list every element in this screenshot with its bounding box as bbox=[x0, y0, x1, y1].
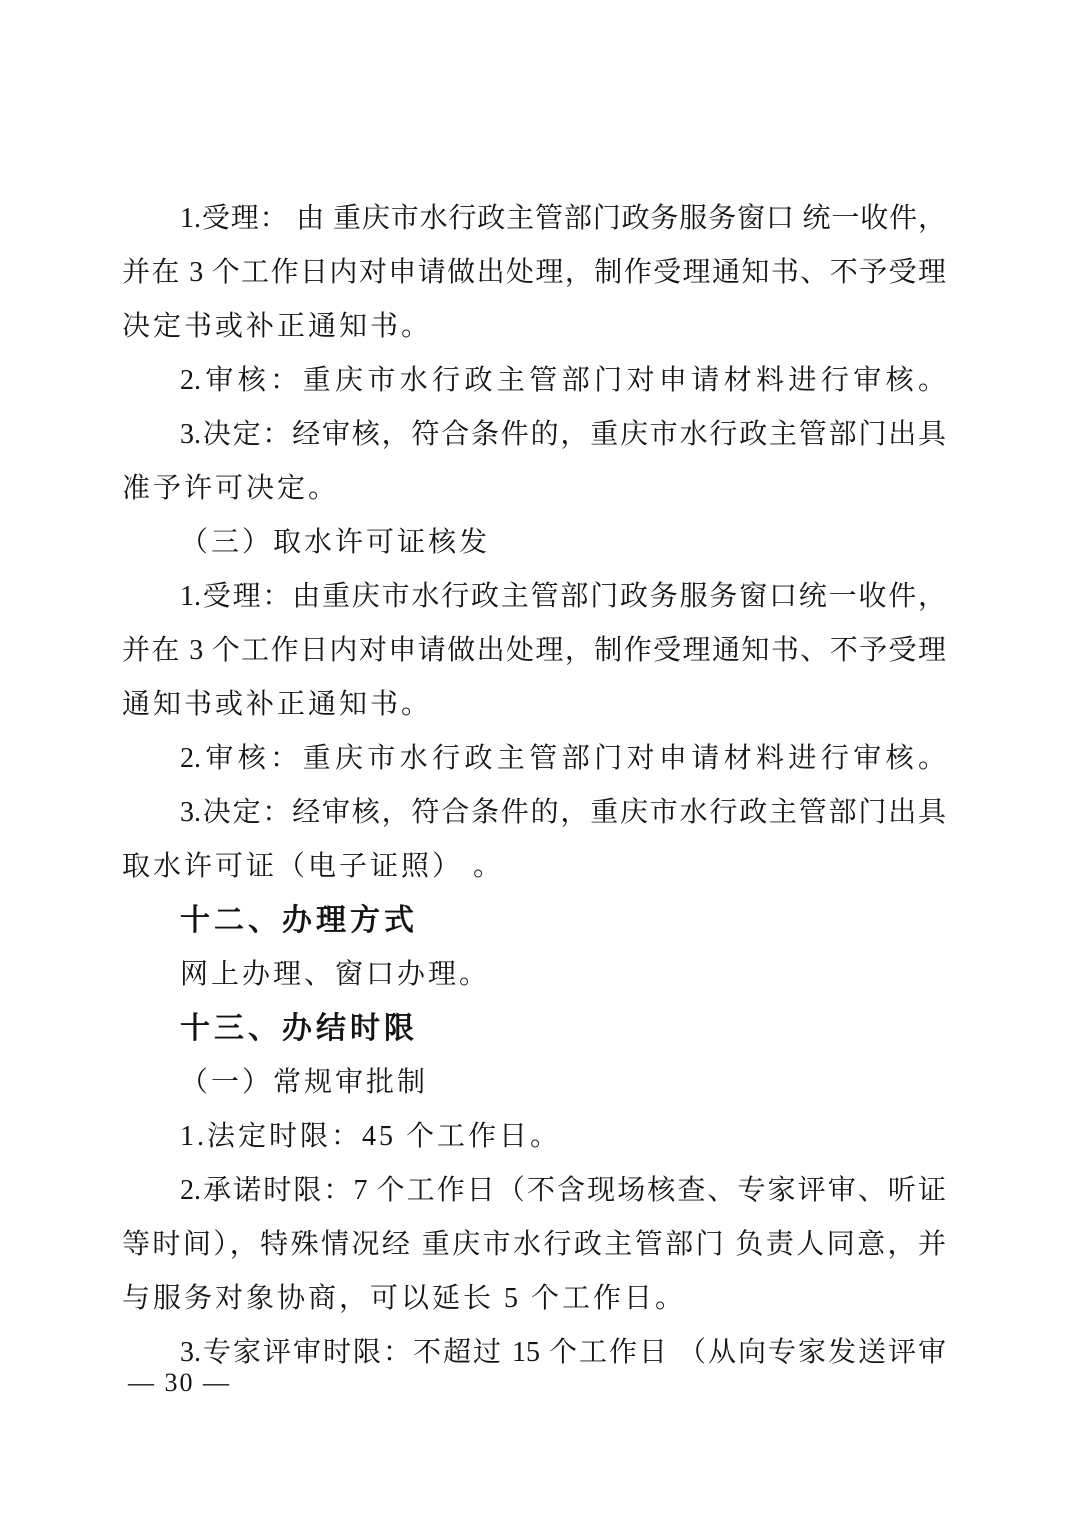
paragraph-line: 等时间），特殊情况经 重庆市水行政主管部门 负责人同意，并 bbox=[122, 1229, 946, 1260]
subsection-heading-3: （三）取水许可证核发 bbox=[180, 527, 491, 558]
paragraph-line: 网上办理、窗口办理。 bbox=[180, 959, 491, 990]
paragraph-line: 与服务对象协商，可以延长 5 个工作日。 bbox=[122, 1283, 687, 1314]
paragraph-line-review-1: 2.审核：重庆市水行政主管部门对申请材料进行审核。 bbox=[180, 365, 946, 396]
page-number: — 30 — bbox=[128, 1368, 231, 1397]
paragraph-line-accept-1: 1.受理： 由 重庆市水行政主管部门政务服务窗口 统一收件， bbox=[180, 203, 946, 234]
section-heading-13: 十三、办结时限 bbox=[180, 1012, 418, 1045]
paragraph-line-decision-1: 3.决定：经审核，符合条件的，重庆市水行政主管部门出具 bbox=[180, 419, 946, 450]
paragraph-line: 准予许可决定。 bbox=[122, 473, 340, 504]
paragraph-line-promise-limit: 2.承诺时限：7 个工作日（不含现场核查、专家评审、听证 bbox=[180, 1175, 946, 1206]
paragraph-line-decision-2: 3.决定：经审核，符合条件的，重庆市水行政主管部门出具 bbox=[180, 797, 946, 828]
paragraph-line-review-2: 2.审核：重庆市水行政主管部门对申请材料进行审核。 bbox=[180, 743, 946, 774]
paragraph-line-legal-limit: 1.法定时限：45 个工作日。 bbox=[180, 1121, 562, 1152]
paragraph-line-expert-limit: 3.专家评审时限：不超过 15 个工作日 （从向专家发送评审 bbox=[180, 1337, 946, 1368]
paragraph-line: 决定书或补正通知书。 bbox=[122, 311, 433, 342]
paragraph-line: 取水许可证（电子证照） 。 bbox=[122, 851, 505, 882]
subsection-heading-1: （一）常规审批制 bbox=[180, 1067, 429, 1098]
document-body bbox=[122, 192, 946, 1380]
paragraph-line-accept-2: 1.受理：由重庆市水行政主管部门政务服务窗口统一收件， bbox=[180, 581, 946, 612]
paragraph-line: 并在 3 个工作日内对申请做出处理，制作受理通知书、不予受理 bbox=[122, 635, 946, 666]
paragraph-line: 通知书或补正通知书。 bbox=[122, 689, 433, 720]
section-heading-12: 十二、办理方式 bbox=[180, 904, 418, 937]
paragraph-line: 并在 3 个工作日内对申请做出处理，制作受理通知书、不予受理 bbox=[122, 257, 946, 288]
